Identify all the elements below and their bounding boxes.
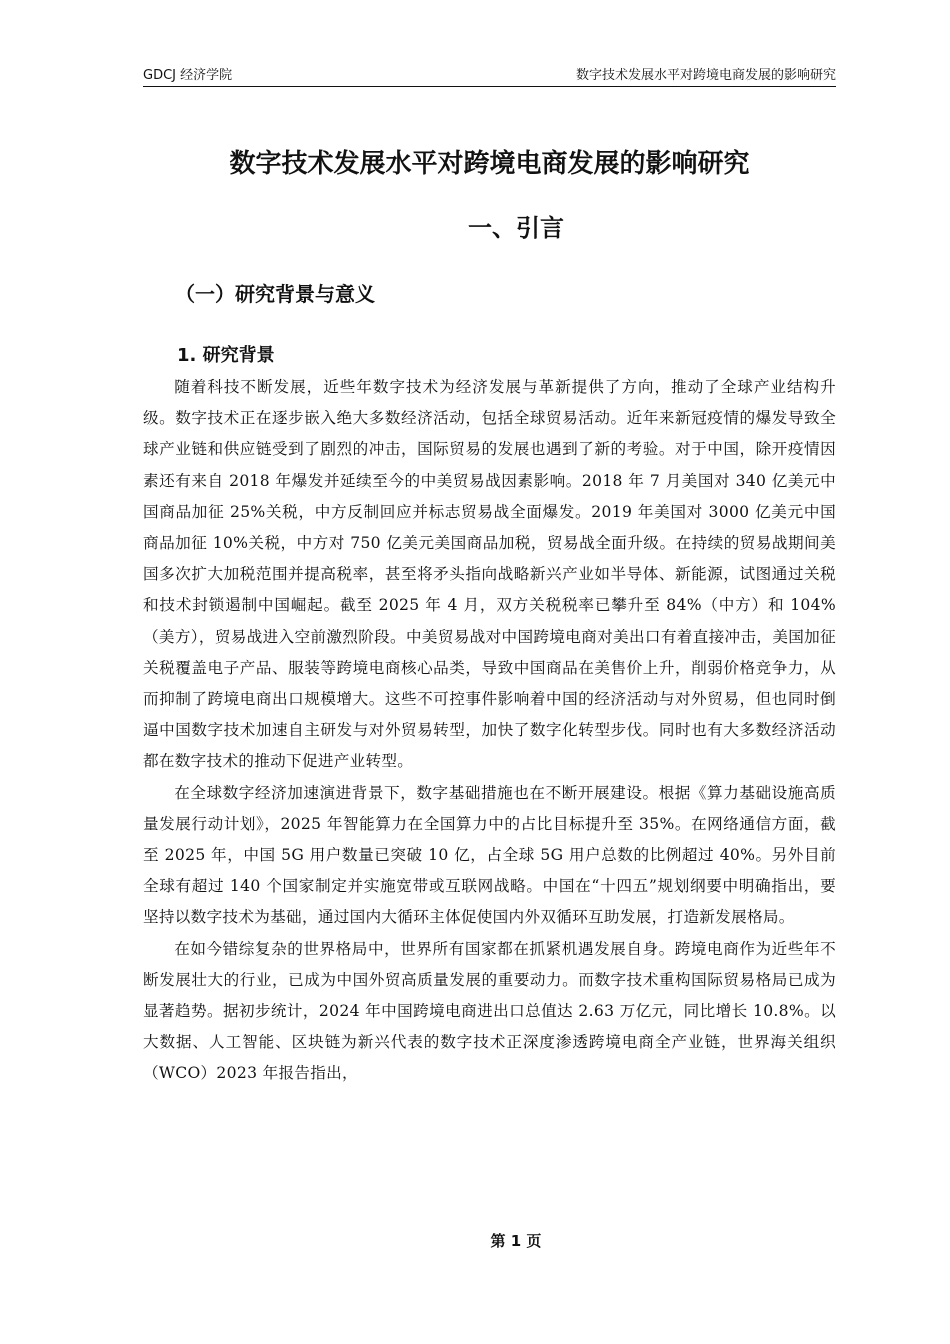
paragraph-1: 随着科技不断发展，近些年数字技术为经济发展与革新提供了方向，推动了全球产业结构升级。数字技术正在逐步嵌入绝大多数经济活动，包括全球贸易活动。近年来新冠疫情的爆发导致全球产业链和供应链受到了剧烈的冲击，国际贸易的发展也遇到了新的考验。对于中国，除开疫情因素还有来自 2018 年爆发并延续至今的中美贸易战因素影响。2018 年 7 月美国对 340 亿美元中国商品加征 25%关税，中方反制回应并标志贸易战全面爆发。2019 年美国对 3000 亿美元中国商品加征 10%关税，中方对 750 亿美元美国商品加税，贸易战全面升级。在持续的贸易战期间美国多次扩大加税范围并提高税率，甚至将矛头指向战略新兴产业如半导体、新能源，试图通过关税和技术封锁遏制中国崛起。截至 2025 年 4 月，双方关税税率已攀升至 84%（中方）和 104%（美方），贸易战进入空前激烈阶段。中美贸易战对中国跨境电商对美出口有着直接冲击，美国加征关税覆盖电子产品、服装等跨境电商核心品类，导致中国商品在美售价上升，削弱价格竞争力，从而抑制了跨境电商出口规模增大。这些不可控事件影响着中国的经济活动与对外贸易，但也同时倒逼中国数字技术加速自主研发与对外贸易转型，加快了数字化转型步伐。同时也有大多数经济活动都在数字技术的推动下促进产业转型。 [143, 378, 836, 771]
subsection-heading: （一）研究背景与意义 [175, 282, 375, 306]
page-number: 第 1 页 [490, 1232, 542, 1250]
running-header [143, 68, 836, 87]
header-institution: GDCJ 经济学院 [143, 68, 233, 83]
paragraph-2: 在全球数字经济加速演进背景下，数字基础措施也在不断开展建设。根据《算力基础设施高质量发展行动计划》，2025 年智能算力在全国算力中的占比目标提升至 35%。在网络通信方面，截至 2025 年，中国 5G 用户数量已突破 10 亿，占全球 5G 用户总数的比例超过 40%。另外目前全球有超过 140 个国家制定并实施宽带或互联网战略。中国在“十四五”规划纲要中明确指出，要坚持以数字技术为基础，通过国内大循环主体促使国内外双循环互助发展，打造新发展格局。 [143, 783, 836, 927]
header-paper-title: 数字技术发展水平对跨境电商发展的影响研究 [575, 68, 836, 83]
paper-title: 数字技术发展水平对跨境电商发展的影响研究 [229, 149, 750, 179]
body-text [143, 372, 836, 1090]
subsubsection-heading: 1. 研究背景 [177, 345, 275, 366]
section-heading: 一、引言 [468, 214, 564, 242]
paragraph-3: 在如今错综复杂的世界格局中，世界所有国家都在抓紧机遇发展自身。跨境电商作为近些年不断发展壮大的行业，已成为中国外贸高质量发展的重要动力。而数字技术重构国际贸易格局已成为显著趋势。据初步统计，2024 年中国跨境电商进出口总值达 2.63 万亿元，同比增长 10.8%。以大数据、人工智能、区块链为新兴代表的数字技术正深度渗透跨境电商全产业链，世界海关组织（WCO）2023 年报告指出， [143, 939, 836, 1083]
